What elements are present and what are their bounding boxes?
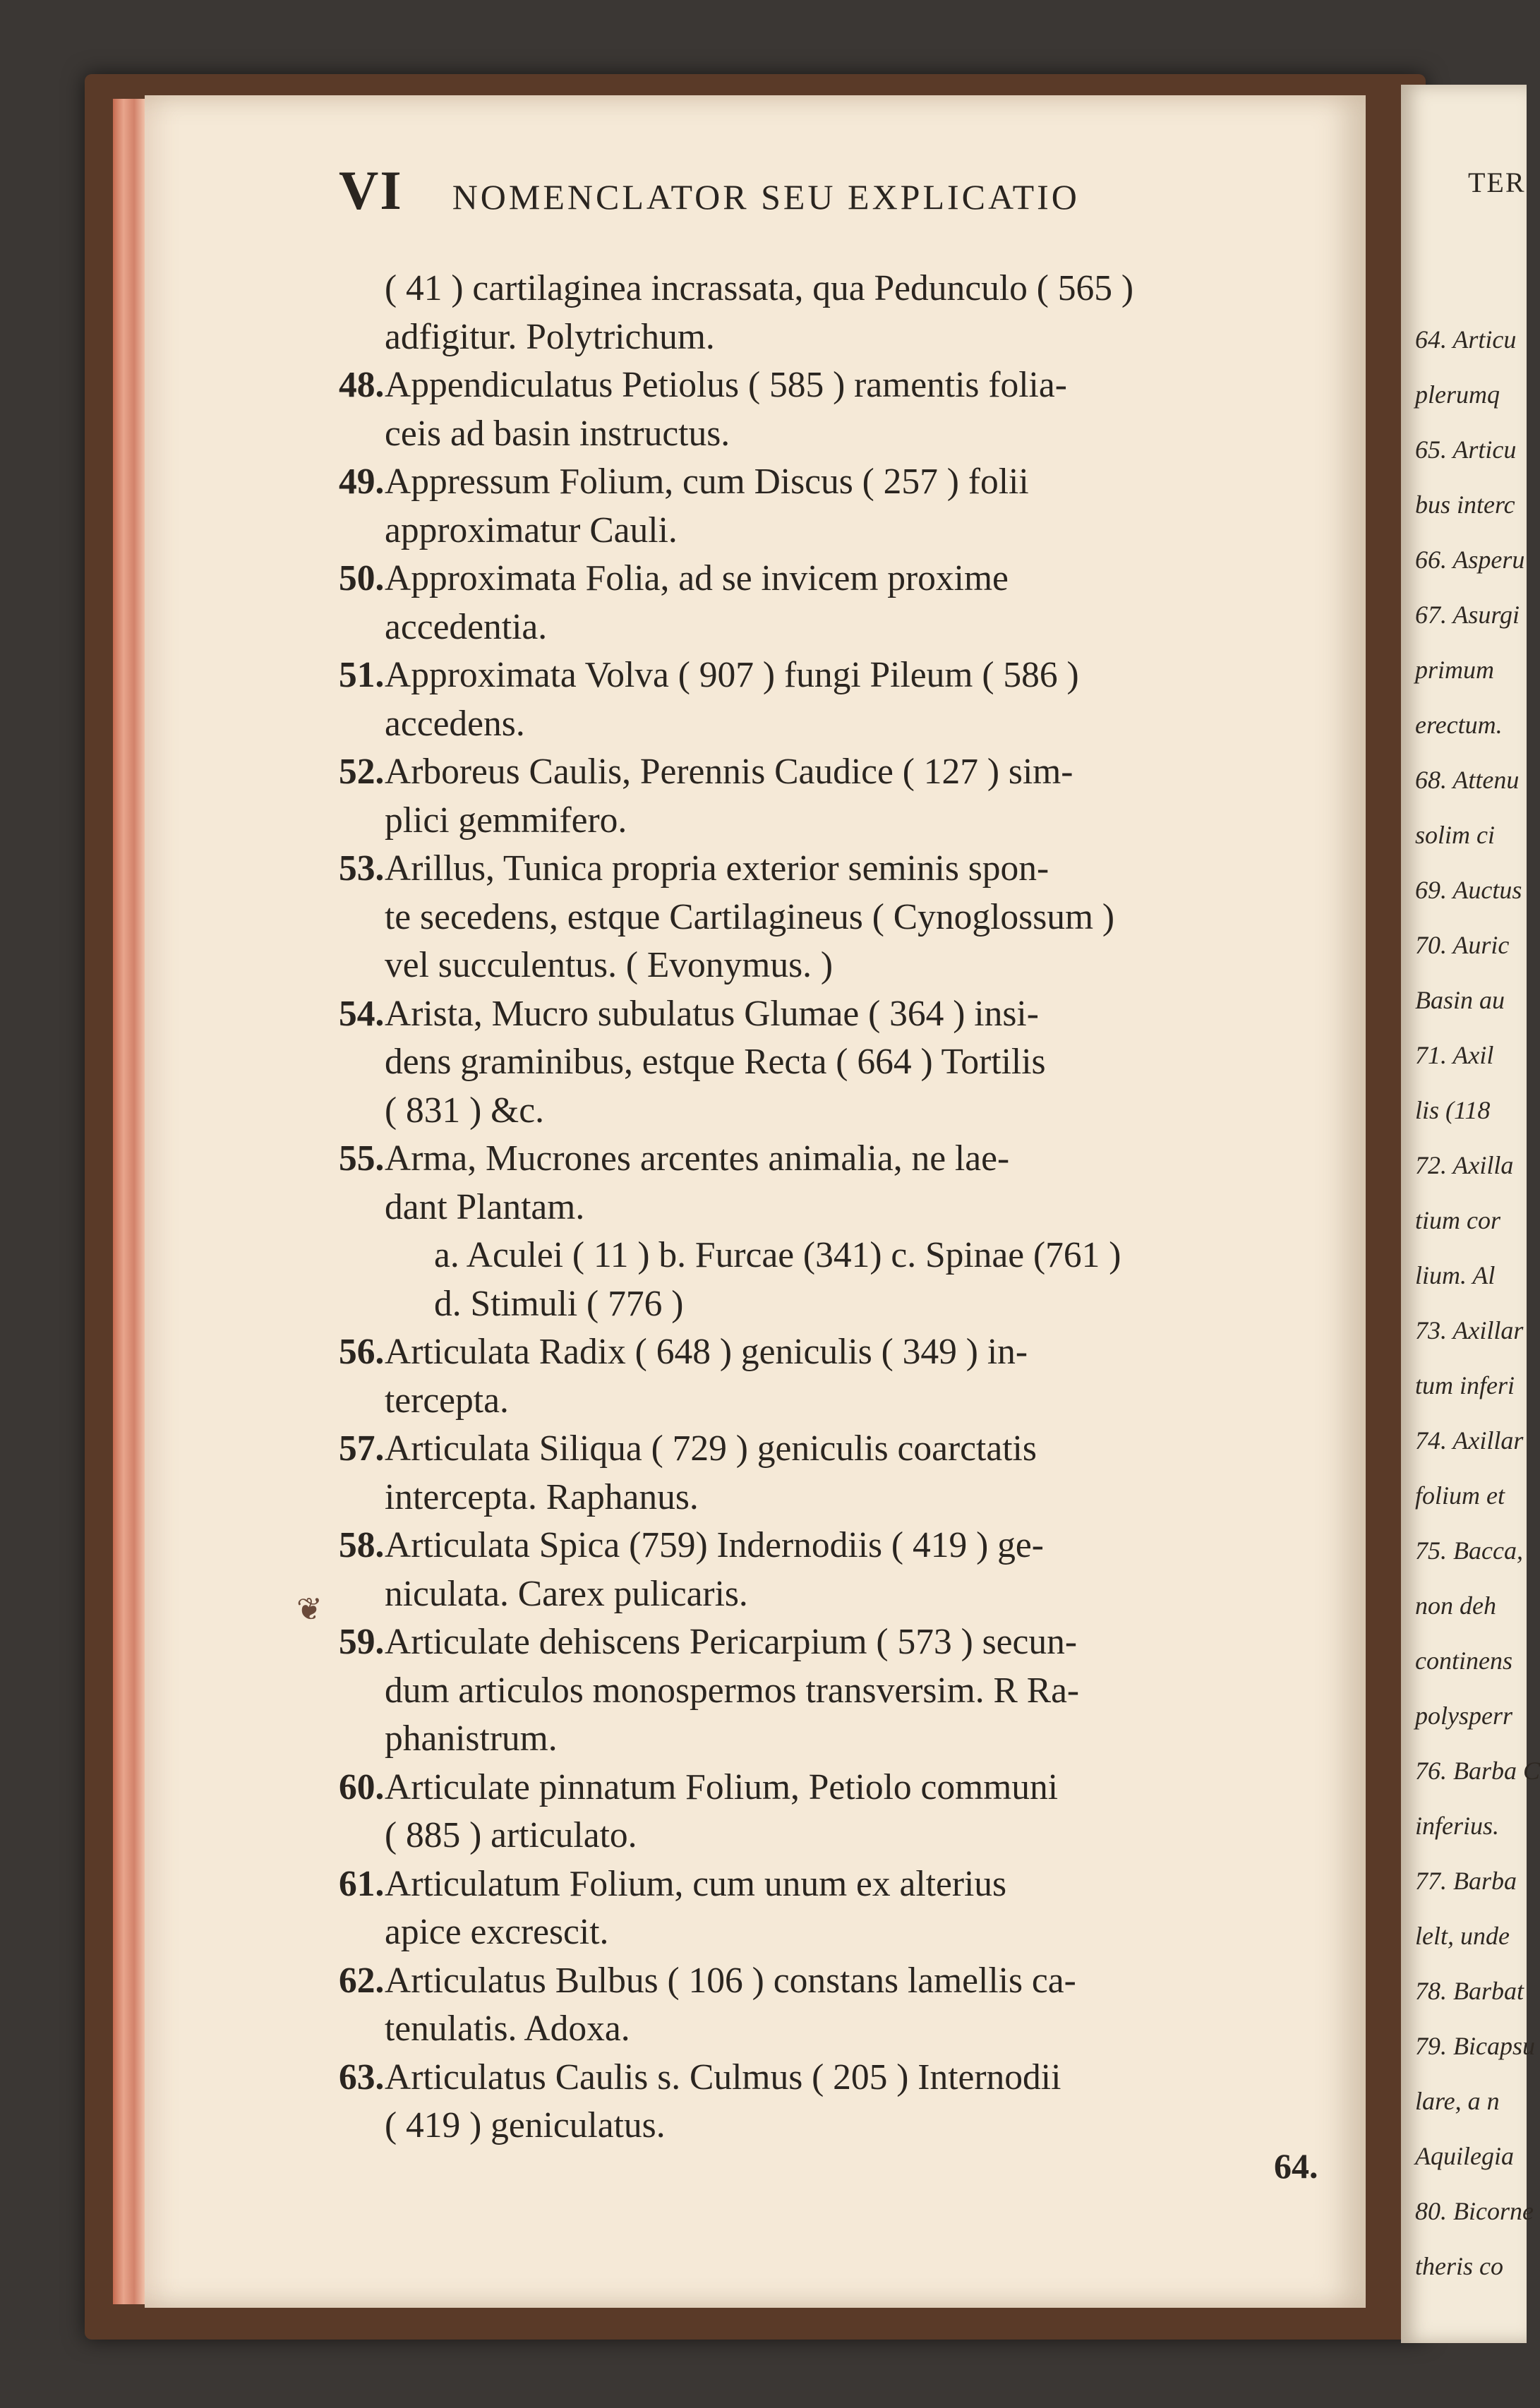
next-page-line: tum inferi — [1415, 1371, 1515, 1399]
next-page-line: 79. Bicapsu — [1415, 2032, 1535, 2060]
next-page-line: inferius. — [1415, 1812, 1500, 1840]
text-line — [339, 651, 1330, 700]
text-line — [339, 1328, 1330, 1377]
entry-number: 48. — [339, 365, 385, 405]
line-text: Appressum Folium, cum Discus ( 257 ) folii — [385, 462, 1029, 502]
line-text: d. Stimuli ( 776 ) — [434, 1283, 684, 1324]
next-page-line: folium et — [1415, 1481, 1505, 1510]
line-text: niculata. Carex pulicaris. — [385, 1573, 748, 1614]
line-text: te secedens, estque Cartilagineus ( Cynoglossum ) — [385, 896, 1115, 937]
next-page-line: lelt, unde — [1415, 1922, 1510, 1950]
text-line — [339, 748, 1330, 797]
text-line — [385, 1087, 1330, 1136]
text-line — [385, 1667, 1330, 1716]
next-page-line: 77. Barba — [1415, 1867, 1517, 1895]
entry-number: 57. — [339, 1428, 385, 1469]
line-text: accedentia. — [385, 606, 548, 647]
line-text: Articulatum Folium, cum unum ex alterius — [385, 1863, 1007, 1904]
line-text: tenulatis. Adoxa. — [385, 2009, 630, 2049]
text-line — [385, 893, 1330, 942]
next-page-line: 64. Articu — [1415, 325, 1517, 354]
text-line — [385, 1232, 1330, 1280]
entry-number: 51. — [339, 655, 385, 695]
next-page-line: lium. Al — [1415, 1261, 1496, 1289]
line-text: ( 419 ) geniculatus. — [385, 2105, 666, 2145]
text-line — [385, 1474, 1330, 1522]
text-line — [339, 1522, 1330, 1570]
next-page-line: 70. Auric — [1415, 931, 1510, 959]
entry-number: 54. — [339, 993, 385, 1034]
text-line — [339, 1764, 1330, 1812]
line-text: Articulata Siliqua ( 729 ) geniculis coarctatis — [385, 1428, 1037, 1469]
entry-number: 52. — [339, 752, 385, 792]
next-page-line: Aquilegia — [1415, 2142, 1514, 2170]
text-line — [339, 1618, 1330, 1667]
entry-number: 59. — [339, 1622, 385, 1662]
entry-number: 56. — [339, 1332, 385, 1372]
line-text: Arista, Mucro subulatus Glumae ( 364 ) insi- — [385, 993, 1039, 1034]
text-line — [385, 313, 1330, 362]
line-text: tercepta. — [385, 1380, 509, 1421]
line-text: Arma, Mucrones arcentes animalia, ne lae- — [385, 1138, 1010, 1179]
text-line — [339, 1135, 1330, 1184]
text-body — [339, 265, 1330, 2150]
marginal-mark-icon: ❦ — [296, 1592, 323, 1627]
line-text: a. Aculei ( 11 ) b. Furcae (341) c. Spinae (761 ) — [434, 1235, 1121, 1275]
text-line — [339, 1957, 1330, 2006]
text-line — [385, 1038, 1330, 1087]
entry-number: 53. — [339, 848, 385, 889]
page-number: VI — [339, 159, 403, 221]
text-line — [385, 603, 1330, 652]
next-page-line: 75. Bacca, — [1415, 1536, 1523, 1565]
next-page-line: 68. Attenu — [1415, 766, 1520, 794]
text-line — [339, 845, 1330, 893]
entry-number: 62. — [339, 1960, 385, 2001]
text-line — [385, 1184, 1330, 1232]
text-line — [385, 2102, 1330, 2150]
line-text: intercepta. Raphanus. — [385, 1476, 699, 1517]
text-line — [385, 1280, 1330, 1329]
line-text: dum articulos monospermos transversim. R Ra- — [385, 1670, 1080, 1711]
line-text: dens graminibus, estque Recta ( 664 ) Tortilis — [385, 1042, 1046, 1082]
next-page-line: 80. Bicorne — [1415, 2197, 1534, 2225]
text-line — [339, 1860, 1330, 1909]
next-page-line: 65. Articu — [1415, 435, 1517, 464]
next-page-header: TER — [1468, 167, 1526, 198]
line-text: plici gemmifero. — [385, 800, 627, 841]
next-page-line: 74. Axillar — [1415, 1426, 1524, 1455]
entry-number: 63. — [339, 2057, 385, 2097]
line-text: Articulate pinnatum Folium, Petiolo communi — [385, 1766, 1059, 1807]
text-line — [385, 797, 1330, 845]
line-text: Arboreus Caulis, Perennis Caudice ( 127 ) sim- — [385, 752, 1073, 792]
running-header — [339, 159, 1327, 229]
text-line — [385, 1715, 1330, 1764]
line-text: dant Plantam. — [385, 1186, 585, 1227]
text-line — [385, 1908, 1330, 1957]
text-line — [339, 458, 1330, 507]
next-page-line: theris co — [1415, 2252, 1503, 2280]
line-text: apice excrescit. — [385, 1912, 609, 1952]
next-page-line: lis (118 — [1415, 1096, 1491, 1124]
line-text: ceis ad basin instructus. — [385, 413, 730, 454]
next-page-line: tium cor — [1415, 1206, 1500, 1234]
line-text: ( 831 ) &c. — [385, 1090, 544, 1131]
next-page-line: 73. Axillar — [1415, 1316, 1524, 1344]
text-line — [339, 361, 1330, 410]
next-page-line: 69. Auctus — [1415, 876, 1522, 904]
text-line — [339, 2054, 1330, 2102]
text-line — [385, 1377, 1330, 1426]
text-line — [385, 507, 1330, 555]
line-text: accedens. — [385, 703, 525, 744]
next-page-line: non deh — [1415, 1591, 1496, 1620]
next-page-line: 72. Axilla — [1415, 1151, 1514, 1179]
text-line — [385, 700, 1330, 749]
next-page-line: continens — [1415, 1647, 1512, 1675]
text-line — [385, 410, 1330, 459]
line-text: vel succulentus. ( Evonymus. ) — [385, 945, 834, 985]
next-page-line: primum — [1415, 656, 1495, 684]
next-page-line: 76. Barba C — [1415, 1757, 1540, 1785]
text-line — [339, 555, 1330, 603]
line-text: Articulata Radix ( 648 ) geniculis ( 349 ) in- — [385, 1332, 1028, 1372]
line-text: Articulatus Bulbus ( 106 ) constans lamellis ca- — [385, 1960, 1076, 2001]
line-text: Approximata Volva ( 907 ) fungi Pileum ( 586 ) — [385, 655, 1079, 695]
line-text: phanistrum. — [385, 1718, 558, 1759]
line-text: approximatur Cauli. — [385, 510, 678, 550]
next-page-line: solim ci — [1415, 821, 1495, 849]
line-text: Articulatus Caulis s. Culmus ( 205 ) Internodii — [385, 2057, 1061, 2097]
line-text: Arillus, Tunica propria exterior seminis spon- — [385, 848, 1049, 889]
next-page-line: lare, a n — [1415, 2087, 1500, 2115]
catchword: 64. — [1274, 2146, 1318, 2186]
line-text: ( 41 ) cartilaginea incrassata, qua Pedunculo ( 565 ) — [385, 268, 1134, 308]
text-line — [385, 1812, 1330, 1860]
text-line — [385, 2005, 1330, 2054]
entry-number: 58. — [339, 1525, 385, 1565]
text-line — [339, 990, 1330, 1039]
entry-number: 50. — [339, 558, 385, 598]
text-line — [385, 941, 1330, 990]
next-page-line: polysperr — [1415, 1702, 1512, 1730]
entry-number: 61. — [339, 1863, 385, 1904]
next-page-line: plerumq — [1415, 380, 1500, 409]
line-text: Articulata Spica (759) Indernodiis ( 419 ) ge- — [385, 1525, 1044, 1565]
line-text: Approximata Folia, ad se invicem proxime — [385, 558, 1009, 598]
line-text: Appendiculatus Petiolus ( 585 ) ramentis folia- — [385, 365, 1067, 405]
line-text: Articulate dehiscens Pericarpium ( 573 ) secun- — [385, 1622, 1078, 1662]
next-page-line: Basin au — [1415, 986, 1505, 1014]
entry-number: 60. — [339, 1766, 385, 1807]
text-line — [385, 1570, 1330, 1619]
entry-number: 49. — [339, 462, 385, 502]
running-title: NOMENCLATOR SEU EXPLICATIO — [452, 177, 1080, 217]
next-page-line: bus interc — [1415, 490, 1515, 519]
text-line — [385, 265, 1330, 313]
entry-number: 55. — [339, 1138, 385, 1179]
next-page-line: 71. Axil — [1415, 1041, 1494, 1069]
next-page-line: 67. Asurgi — [1415, 601, 1520, 629]
line-text: adfigitur. Polytrichum. — [385, 316, 715, 357]
next-page-line: erectum. — [1415, 711, 1503, 739]
next-page-line: 66. Asperu — [1415, 546, 1525, 574]
text-line — [339, 1425, 1330, 1474]
line-text: ( 885 ) articulato. — [385, 1815, 637, 1855]
next-page-line: 78. Barbat — [1415, 1977, 1524, 2005]
